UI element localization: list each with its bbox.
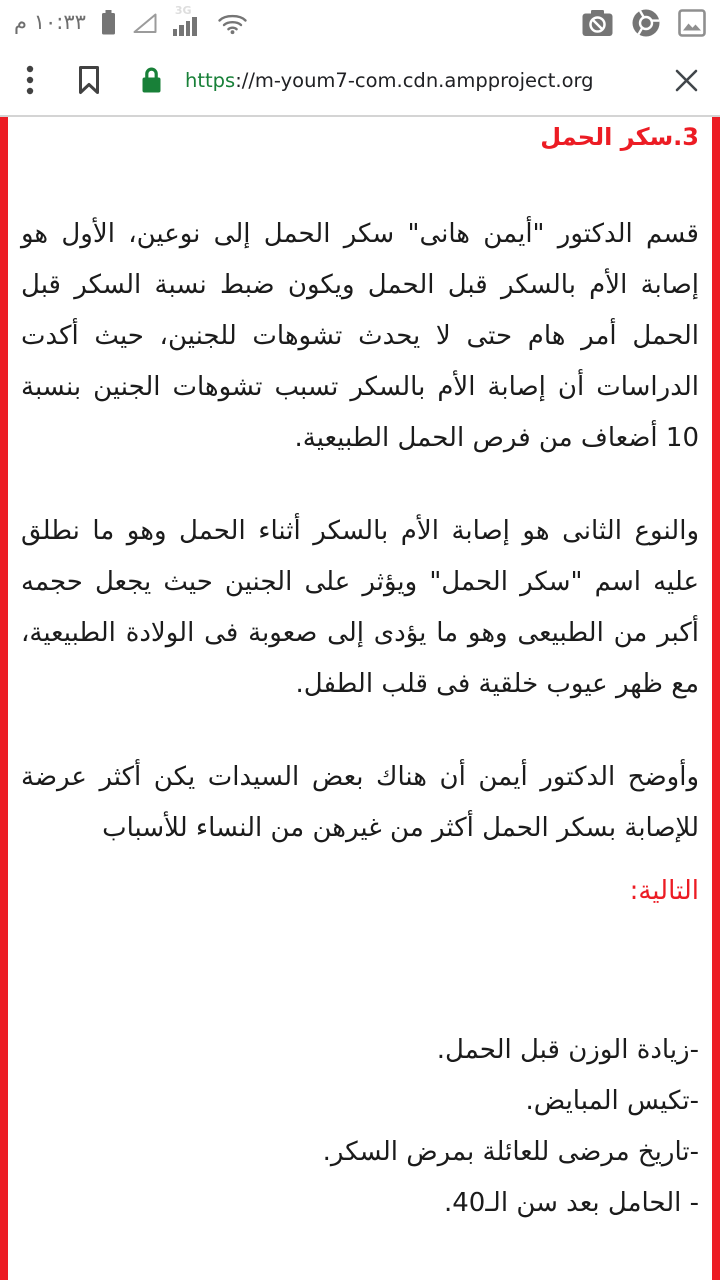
article-paragraph: قسم الدكتور "أيمن هانى" سكر الحمل إلى نوعين، الأول هو إصابة الأم بالسكر قبل الحمل ويكون ضبط نسبة السكر قبل الحمل أمر هام حتى لا يحدث تشوهات للجنين، حيث أكدت الدراسات أن إصابة الأم بالسكر تسبب تشوهات الجنين بنسبة 10 أضعاف من فرص الحمل الطبيعية. [21, 219, 699, 453]
url-scheme: https [185, 68, 236, 92]
wifi-icon [217, 11, 248, 35]
address-bar[interactable] [185, 69, 663, 92]
list-item: -تاريخ مرضى للعائلة بمرض السكر. [322, 1137, 699, 1167]
status-bar [0, 0, 720, 45]
status-bar-notifications [581, 8, 706, 38]
article-heading: 3.سكر الحمل [540, 123, 699, 151]
chrome-icon [631, 8, 661, 38]
list-item: - الحامل بعد سن الـ40. [443, 1188, 699, 1218]
list-item: -تكيس المبايض. [525, 1086, 699, 1116]
article-paragraph: والنوع الثانى هو إصابة الأم بالسكر أثناء الحمل وهو ما نطلق عليه اسم "سكر الحمل" ويؤثر على الجنين حيث يجعل حجمه أكبر من الطبيعى وهو ما يؤدى إلى صعوبة فى الولادة الطبيعية، مع ظهر عيوب خلقية فى قلب الطفل. [21, 516, 699, 699]
lock-icon[interactable] [140, 65, 163, 95]
network-type-label: 3G [174, 4, 192, 17]
bookmark-icon[interactable] [76, 64, 102, 96]
camera-disabled-icon [581, 9, 614, 37]
article-subheading: التالية: [629, 876, 699, 906]
url-host: ://m-youm7-com.cdn.ampproject.org [235, 68, 594, 92]
empty-spacer [21, 917, 699, 1025]
cellular-empty-triangle-icon [131, 12, 158, 34]
browser-toolbar [0, 45, 720, 117]
close-icon[interactable] [673, 67, 700, 94]
list-item: -زيادة الوزن قبل الحمل. [436, 1035, 699, 1065]
clock: ١٠:٣٣ م [14, 10, 86, 34]
battery-icon [101, 10, 116, 35]
article-paragraph: وأوضح الدكتور أيمن أن هناك بعض السيدات يكن أكثر عرضة للإصابة بسكر الحمل أكثر من غيرهن من النساء للأسباب [21, 762, 699, 843]
gallery-image-icon [678, 9, 706, 37]
article-content [0, 117, 720, 1280]
menu-kebab-icon[interactable] [26, 65, 34, 95]
cellular-signal-icon [173, 4, 202, 37]
status-bar-left [14, 4, 248, 37]
